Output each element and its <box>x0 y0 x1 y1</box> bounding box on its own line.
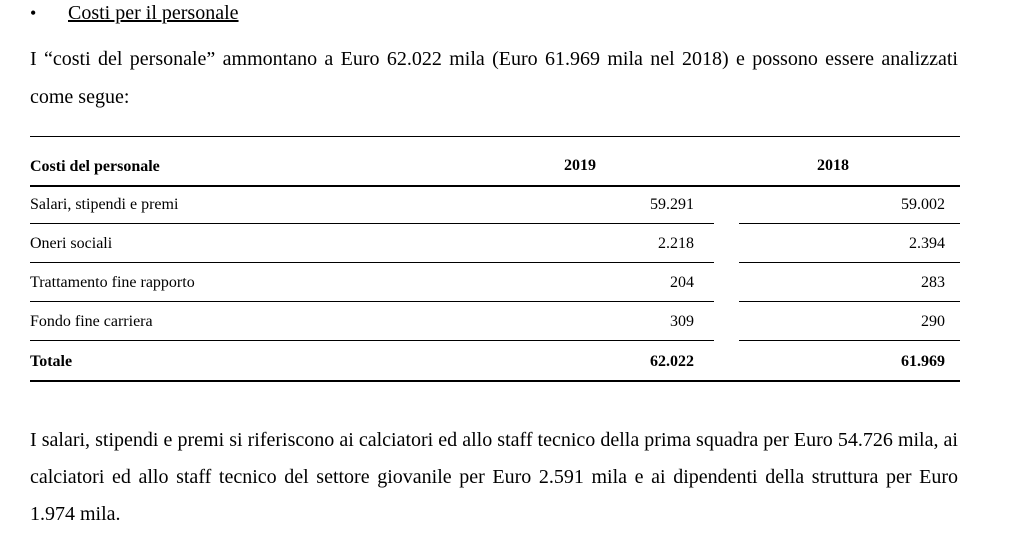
row-value-2018: 290 <box>921 313 945 330</box>
table-header-row <box>30 148 960 186</box>
row-value-2019: 204 <box>670 274 694 291</box>
table-row <box>30 303 960 341</box>
row-label: Trattamento fine rapporto <box>30 274 195 291</box>
header-year-2018: 2018 <box>817 157 849 174</box>
row-rule <box>30 301 714 302</box>
total-rule <box>30 380 960 382</box>
table-total-row <box>30 343 960 381</box>
row-rule <box>739 223 960 224</box>
row-rule <box>30 262 714 263</box>
table-row <box>30 225 960 263</box>
total-value-2018: 61.969 <box>901 353 945 370</box>
header-year-2019: 2019 <box>564 157 596 174</box>
row-rule <box>30 340 714 341</box>
row-value-2019: 309 <box>670 313 694 330</box>
table-row <box>30 264 960 302</box>
total-value-2019: 62.022 <box>650 353 694 370</box>
table-top-rule <box>30 136 960 137</box>
row-label: Oneri sociali <box>30 235 113 252</box>
row-value-2018: 59.002 <box>901 196 945 213</box>
row-rule <box>739 340 960 341</box>
row-label: Fondo fine carriera <box>30 313 153 330</box>
table-row <box>30 186 960 224</box>
row-rule <box>739 262 960 263</box>
intro-paragraph: I “costi del personale” ammontano a Euro 62.022 mila (Euro 61.969 mila nel 2018) e possono essere analizzati come segue: <box>30 48 958 108</box>
row-value-2018: 283 <box>921 274 945 291</box>
row-rule <box>30 223 714 224</box>
row-label: Salari, stipendi e premi <box>30 196 179 213</box>
total-label: Totale <box>30 353 73 370</box>
row-value-2019: 59.291 <box>650 196 694 213</box>
row-rule <box>739 301 960 302</box>
row-value-2019: 2.218 <box>658 235 694 252</box>
header-label: Costi del personale <box>30 158 160 175</box>
section-title: Costi per il personale <box>68 2 239 24</box>
row-value-2018: 2.394 <box>909 235 945 252</box>
closing-paragraph: I salari, stipendi e premi si riferiscono ai calciatori ed allo staff tecnico della prima squadra per Euro 54.726 mila, ai calciatori ed allo staff tecnico del settore giovanile per Euro 2.591 mila e ai dipendenti della struttura per Euro 1.974 mila. <box>30 429 958 525</box>
bullet-icon: • <box>30 3 37 23</box>
